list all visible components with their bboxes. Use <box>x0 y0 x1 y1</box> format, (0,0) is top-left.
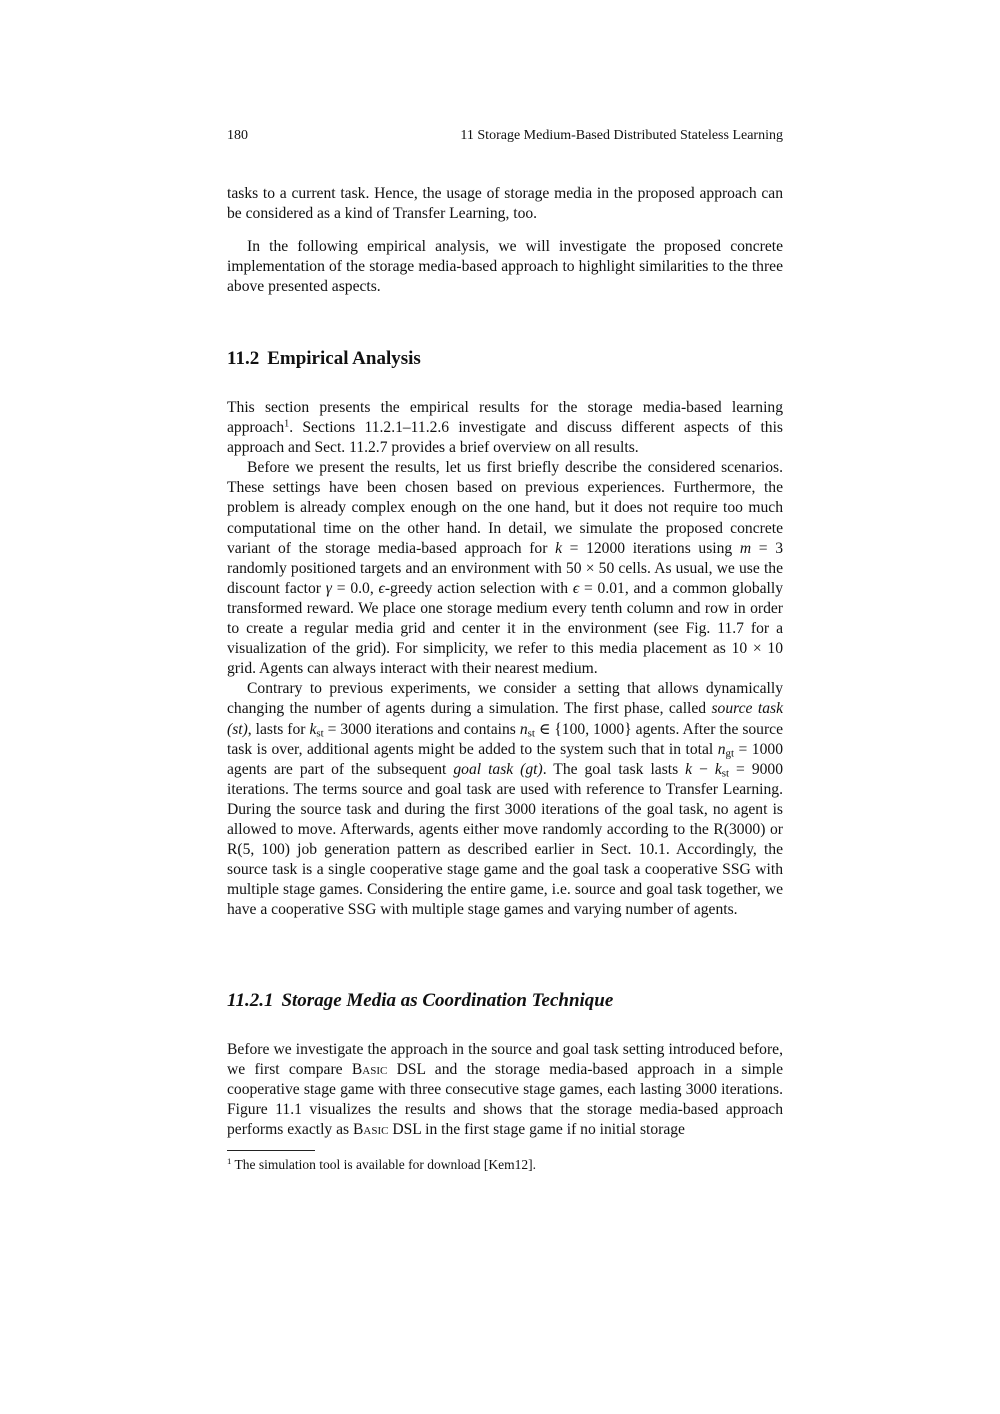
footnote-mark: 1 <box>284 418 290 430</box>
page-number: 180 <box>227 128 248 143</box>
paragraph: Before we present the results, let us first briefly describe the considered scenarios. These settings have been chosen based on previous experiences. Furthermore, the problem is already complex enough on the one hand, but it does not require too much computational time on the other hand. In detail, we simulate the proposed concrete variant of the storage media-based approach for k = 12000 iterations using m = 3 randomly positioned targets and an environment with 50 × 50 cells. As usual, we use the discount factor γ = 0.0, ϵ-greedy action selection with ϵ = 0.01, and a common globally transformed reward. We place one storage medium every tenth column and row in order to create a regular media grid and center it in the environment (see Fig. 11.7 for a visualization of the grid). For simplicity, we refer to this media placement as 10 × 10 grid. Agents can always interact with their nearest medium. <box>227 459 784 678</box>
subsection-title: Storage Media as Coordination Technique <box>281 990 614 1011</box>
paragraph: tasks to a current task. Hence, the usage of storage media in the proposed approach can be considered as a kind of Transfer Learning, too. <box>227 185 783 223</box>
paragraph: In the following empirical analysis, we will investigate the proposed concrete implementation of the storage media-based approach to highlight similarities to the three above presented aspects. <box>227 238 783 296</box>
intro-text <box>227 184 783 224</box>
subsection-heading <box>227 989 613 1013</box>
footnote-text: The simulation tool is available for download [Kem12]. <box>231 1157 536 1172</box>
paragraph: Before we investigate the approach in the source and goal task setting introduced before, we first compare Basic DSL and the storage media-based approach in a simple cooperative stage game with three consecutive stage games, each lasting 3000 iterations. Figure 11.1 visualizes the results and shows that the storage media-based approach performs exactly as Basic DSL in the first stage game if no initial storage <box>227 1041 783 1139</box>
footnote-mark: 1 <box>227 1156 232 1167</box>
section-heading <box>227 347 421 371</box>
intro-text-2 <box>227 237 783 297</box>
section-title: Empirical Analysis <box>267 348 421 369</box>
paragraph: Contrary to previous experiments, we consider a setting that allows dynamically changing the number of agents during a simulation. The first phase, called source task (st), lasts for $k_{st} = 3000$ iterations and contains $n_{st}$ ∈ {100, 1000} agents. After the source task is over, additional agents might be added to the system such that in total $n_{gt} = 1000$ agents are part of the subsequent goal task (gt). The goal task lasts $k - k_{st} = 9000$ iterations. The terms source and goal task are used with reference to Transfer Learning. During the source task and during the first 3000 iterations of the goal task, no agent is allowed to move. Afterwards, agents either move randomly according to the R(3000) or R(5, 100) job generation pattern as described earlier in Sect. 10.1. Accordingly, the source task is a single cooperative stage game and the goal task a cooperative SSG with multiple stage games. Considering the entire game, i.e. source and goal task together, we have a cooperative SSG with multiple stage games and varying number of agents. <box>227 680 784 919</box>
running-title: 11 Storage Medium-Based Distributed Stateless Learning <box>460 128 783 143</box>
subsection-number: 11.2.1 <box>227 990 274 1011</box>
footnote-rule <box>227 1150 315 1151</box>
section-body <box>227 398 783 920</box>
footnote <box>227 1156 783 1173</box>
section-number: 11.2 <box>227 348 260 369</box>
subsection-body <box>227 1040 783 1140</box>
paragraph: This section presents the empirical results for the storage media-based learning approach$^1$. Sections 11.2.1–11.2.6 investigate and discuss different aspects of this approach and Sect. 11.2.7 provides a brief overview on all results. <box>227 399 783 457</box>
